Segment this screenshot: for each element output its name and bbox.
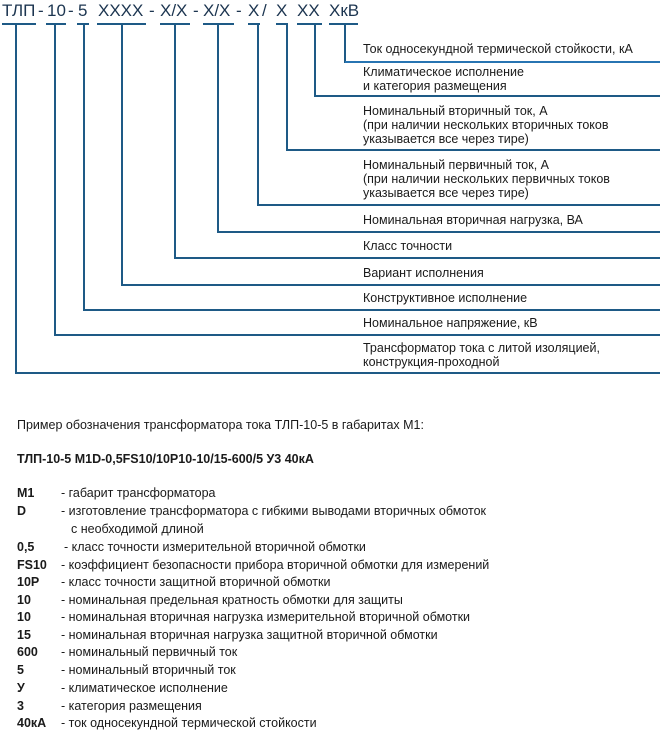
label-version: Вариант исполнения — [363, 266, 484, 280]
legend-desc: - ток односекундной термической стойкости — [61, 716, 317, 730]
legend-key: 3 — [17, 699, 24, 713]
label-climate-2: и категория размещения — [363, 79, 507, 93]
legend-key: D — [17, 504, 27, 518]
code-part-xxxx: XXXX — [98, 1, 144, 20]
label-primary-current-3: указывается все через тире) — [363, 186, 529, 200]
legend-key: 10Р — [17, 575, 40, 589]
label-thermal-current: Ток односекундной термической стойкости, кА — [363, 42, 633, 56]
code-part-dash: - — [236, 1, 242, 20]
code-part-5: 5 — [78, 1, 88, 20]
code-part-dash: - — [193, 1, 199, 20]
legend-desc: - номинальная вторичная нагрузка защитной вторичной обмотки — [61, 628, 438, 642]
code-part-dash: - — [149, 1, 155, 20]
legend-desc: - номинальный первичный ток — [61, 645, 238, 659]
code-part-xx: X/X — [160, 1, 188, 20]
legend-key: 600 — [17, 645, 38, 659]
code-part-10: 10 — [47, 1, 66, 20]
code-part-dash: - — [38, 1, 44, 20]
label-secondary-load: Номинальная вторичная нагрузка, ВА — [363, 213, 583, 227]
legend-key: 5 — [17, 663, 24, 677]
label-design: Конструктивное исполнение — [363, 291, 528, 305]
code-part-xx: XX — [297, 1, 320, 20]
legend-desc: - габарит трансформатора — [61, 486, 216, 500]
legend-key: 0,5 — [17, 540, 35, 554]
code-part-tlp: ТЛП — [2, 1, 36, 20]
legend-desc: - категория размещения — [61, 699, 202, 713]
label-secondary-current-2: (при наличии нескольких вторичных токов — [363, 118, 609, 132]
label-voltage: Номинальное напряжение, кВ — [363, 316, 538, 330]
code-part-x: X — [248, 1, 260, 20]
label-accuracy-class: Класс точности — [363, 239, 453, 253]
legend-desc: - коэффициент безопасности прибора вторичной обмотки для измерений — [61, 558, 490, 572]
label-secondary-current-1: Номинальный вторичный ток, А — [363, 104, 548, 118]
label-transformer-type-2: конструкция-проходной — [363, 355, 500, 369]
legend-key: М1 — [17, 486, 35, 500]
legend-desc: - климатическое исполнение — [61, 681, 228, 695]
label-climate-1: Климатическое исполнение — [363, 65, 524, 79]
legend-key: 10 — [17, 610, 31, 624]
code-part-xkv: XкВ — [329, 1, 360, 20]
legend-key: FS10 — [17, 558, 47, 572]
code-part-x: X — [276, 1, 288, 20]
connector-transformer-type — [16, 24, 660, 373]
legend-desc: - класс точности измерительной вторичной обмотки — [64, 540, 366, 554]
example-title: Пример обозначения трансформатора тока ТЛП-10-5 в габаритах М1: — [17, 418, 424, 432]
label-secondary-current-3: указывается все через тире) — [363, 132, 529, 146]
legend-desc: - изготовление трансформатора с гибкими выводами вторичных обмоток — [61, 504, 487, 518]
legend-desc: - номинальная вторичная нагрузка измерительной вторичной обмотки — [61, 610, 471, 624]
label-primary-current-2: (при наличии нескольких первичных токов — [363, 172, 610, 186]
legend-key: 15 — [17, 628, 31, 642]
legend-desc: с необходимой длиной — [71, 522, 204, 536]
legend-desc: - номинальный вторичный ток — [61, 663, 236, 677]
code-part-xx: X/X — [203, 1, 231, 20]
legend-desc: - класс точности защитной вторичной обмотки — [61, 575, 331, 589]
label-transformer-type-1: Трансформатор тока с литой изоляцией, — [363, 341, 600, 355]
label-primary-current-1: Номинальный первичный ток, А — [363, 158, 549, 172]
code-part-slash: / — [262, 1, 267, 20]
legend-key: 10 — [17, 593, 31, 607]
legend-key: 40кА — [17, 716, 47, 730]
code-part-dash: - — [68, 1, 74, 20]
example-code: ТЛП-10-5 М1D-0,5FS10/10P10-10/15-600/5 У3 40кА — [17, 452, 314, 466]
legend-desc: - номинальная предельная кратность обмотки для защиты — [61, 593, 403, 607]
legend-key: У — [17, 681, 25, 695]
